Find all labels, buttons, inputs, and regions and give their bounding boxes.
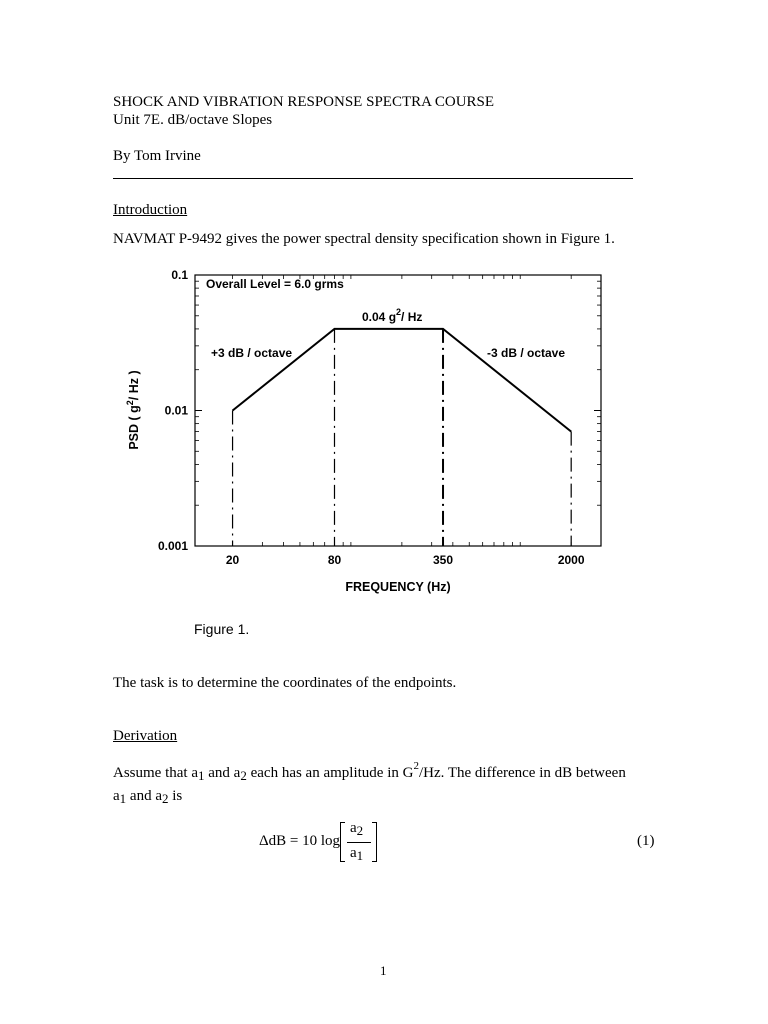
intro-heading: Introduction: [113, 202, 188, 218]
x-tick-label-2000: 2000: [557, 553, 585, 567]
author: By Tom Irvine: [113, 148, 201, 164]
psd-chart: [120, 262, 620, 602]
x-tick-label-20: 20: [225, 553, 240, 567]
denominator: a1: [350, 845, 364, 863]
psd-line: [233, 329, 572, 432]
numerator: a2: [350, 820, 364, 838]
y-tick-label-0.01: 0.01: [164, 403, 188, 418]
breakpoint-lines: [233, 329, 572, 546]
y-tick-label-0.1: 0.1: [171, 268, 188, 282]
overall-level-annotation: Overall Level = 6.0 grms: [206, 277, 344, 291]
figure-caption: Figure 1.: [194, 621, 250, 637]
slope-down-annotation: -3 dB / octave: [487, 346, 566, 360]
derivation-heading: Derivation: [113, 728, 178, 744]
left-bracket: [340, 822, 345, 862]
x-tick-label-350: 350: [433, 553, 454, 567]
derivation-line-1: Assume that a1 and a2 each has an amplitude in $G^2/Hz$. The difference in dB between: [113, 760, 626, 783]
x-axis-label: FREQUENCY (Hz): [345, 580, 451, 594]
plateau-annotation: 0.04 $g^2/$ Hz: [362, 307, 423, 324]
slope-up-annotation: +3 dB / octave: [211, 346, 293, 360]
equation-lhs: ΔdB = 10 log: [259, 833, 341, 849]
equation-number: (1): [637, 833, 655, 849]
unit-title: Unit 7E. dB/octave Slopes: [113, 112, 273, 128]
right-bracket: [372, 822, 377, 862]
intro-text: NAVMAT P-9492 gives the power spectral density specification shown in Figure 1.: [113, 231, 615, 247]
page-number: 1: [380, 963, 387, 978]
course-title: SHOCK AND VIBRATION RESPONSE SPECTRA COURSE: [113, 94, 495, 110]
fraction-bar: [347, 842, 371, 843]
psd-series: [232, 329, 571, 432]
task-text: The task is to determine the coordinates of the endpoints.: [113, 675, 457, 691]
y-tick-label-0.001: 0.001: [157, 539, 188, 553]
header-rule: [113, 178, 633, 179]
x-tick-label-80: 80: [327, 553, 342, 567]
derivation-line-2: a1 and a2 is: [113, 788, 183, 806]
y-axis-label: PSD ( $g^2/$ Hz ): [125, 370, 141, 450]
